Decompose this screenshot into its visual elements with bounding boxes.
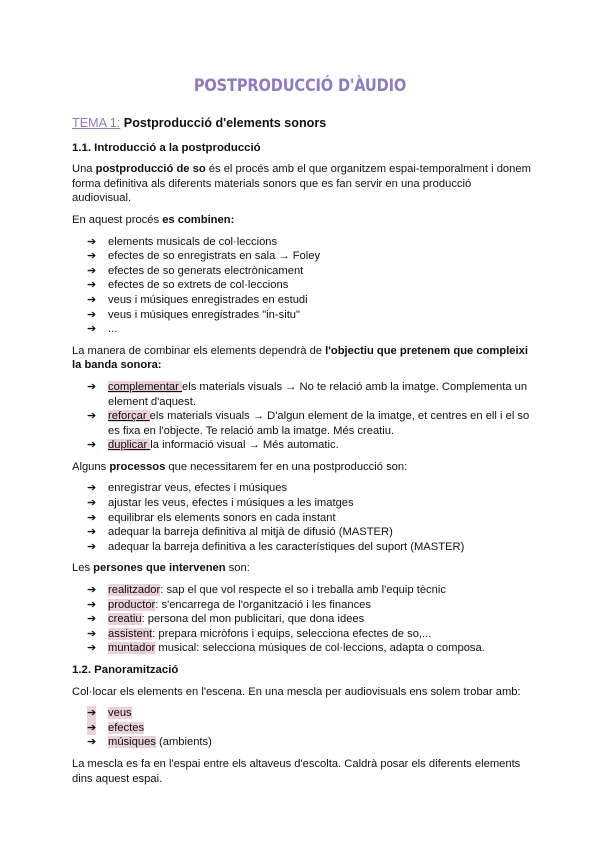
list-item: ➔ veus i músiques enregistrades "in-situ"	[87, 308, 301, 321]
list-item: ➔ realitzador: sap el que vol respecte el so i treballa amb l'equip tècnic	[87, 584, 446, 597]
arrow-icon: ➔	[87, 642, 97, 655]
list-item: ➔ reforçar els materials visuals → D'algun element de la imatge, et centres en ell i el so es fixa en l'objecte. Te relació amb la imatge. Més creatiu.	[87, 410, 530, 437]
panning-paragraph: Col·locar els elements en l'escena. En una mescla per audiovisuals ens solem trobar amb:	[72, 685, 521, 698]
goal-intro: La manera de combinar els elements dependrà de l'objectiu que pretenem que compleixi la banda sonora:	[72, 344, 528, 372]
list-item: ➔ equilibrar els elements sonors en cada instant	[87, 511, 336, 524]
list-item: ➔ enregistrar veus, efectes i músiques	[87, 482, 288, 495]
list-item: ➔ elements musicals de col·leccions	[87, 235, 278, 248]
arrow-icon: ➔	[87, 410, 97, 423]
mix-paragraph: La mescla es fa en l'espai entre els altaveus d'escolta. Caldrà posar els diferents elements dins aquest espai.	[72, 757, 521, 785]
arrow-icon: ➔	[87, 293, 97, 306]
people-intro: Les persones que intervenen son:	[72, 562, 250, 575]
arrow-icon: ➔	[87, 540, 97, 553]
list-item: ➔ ...	[87, 323, 118, 336]
arrow-icon: ➔	[87, 736, 97, 749]
list-item: ➔ complementar els materials visuals → No te relació amb la imatge. Complementa un element d'aquest.	[87, 380, 528, 408]
topic-heading	[72, 116, 532, 131]
process-list	[72, 481, 532, 554]
people-list	[72, 583, 532, 656]
list-item: ➔ creatiu: persona del mon publicitari, que dona idees	[87, 613, 365, 626]
list-item: ➔ efectes de so enregistrats en sala → Foley	[87, 250, 321, 263]
goals-list	[72, 380, 532, 453]
arrow-icon: ➔	[87, 584, 97, 597]
list-item: ➔ ajustar les veus, efectes i músiques a les imatges	[87, 497, 354, 510]
list-item: ➔ productor: s'encarrega de l'organització i les finances	[87, 598, 371, 611]
process-intro: Alguns processos que necessitarem fer en una postproducció son:	[72, 460, 408, 473]
topic-label: TEMA 1:	[72, 116, 121, 130]
arrow-icon: ➔	[87, 511, 97, 524]
arrow-icon: ➔	[87, 264, 97, 277]
combine-list	[72, 235, 532, 337]
list-item: ➔ adequar la barreja definitiva a les característiques del suport (MASTER)	[87, 540, 465, 553]
arrow-icon: ➔	[87, 526, 97, 539]
arrow-icon: ➔	[87, 250, 97, 263]
list-item: ➔ duplicar la informació visual → Més automatic.	[87, 439, 339, 452]
combine-intro: En aquest procés es combinen:	[72, 213, 235, 226]
document-body	[72, 116, 532, 793]
arrow-icon: ➔	[87, 308, 97, 321]
arrow-icon: ➔	[87, 439, 97, 452]
arrow-icon: ➔	[87, 380, 97, 393]
arrow-icon: ➔	[87, 235, 97, 248]
list-item: ➔ efectes de so extrets de col·leccions	[87, 279, 289, 292]
arrow-icon: ➔	[87, 482, 97, 495]
intro-paragraph: Una postproducció de so és el procés amb el que organitzem espai-temporalment i donem forma definitiva als diferents materials sonors que es fan servir en una producció audiovisual.	[72, 163, 531, 205]
list-item: ➔ veus i músiques enregistrades en estudi	[87, 293, 308, 306]
mix-list	[72, 706, 532, 750]
topic-title: Postproducció d'elements sonors	[120, 116, 327, 130]
arrow-icon: ➔	[87, 627, 97, 640]
list-item: ➔ assistent: prepara micròfons i equips, selecciona efectes de so,...	[87, 627, 432, 640]
list-item: ➔ veus	[87, 707, 132, 720]
section-1-1-heading: 1.1. Introducció a la postproducció	[72, 141, 261, 154]
arrow-icon: ➔	[87, 323, 97, 336]
arrow-icon: ➔	[87, 497, 97, 510]
arrow-icon: ➔	[87, 279, 97, 292]
arrow-icon: ➔	[87, 707, 97, 720]
list-item: ➔ músiques (ambients)	[87, 736, 212, 749]
arrow-icon: ➔	[87, 721, 97, 734]
document-title: POSTPRODUCCIÓ D'ÀUDIO	[193, 76, 407, 96]
list-item: ➔ adequar la barreja definitiva al mitjà de difusió (MASTER)	[87, 526, 393, 539]
list-item: ➔ muntador musical: selecciona músiques de col·leccions, adapta o composa.	[87, 642, 485, 655]
list-item: ➔ efectes de so generats electrònicament	[87, 264, 304, 277]
arrow-icon: ➔	[87, 598, 97, 611]
section-1-2-heading: 1.2. Panoramització	[72, 664, 179, 676]
arrow-icon: ➔	[87, 613, 97, 626]
list-item: ➔ efectes	[87, 721, 145, 734]
